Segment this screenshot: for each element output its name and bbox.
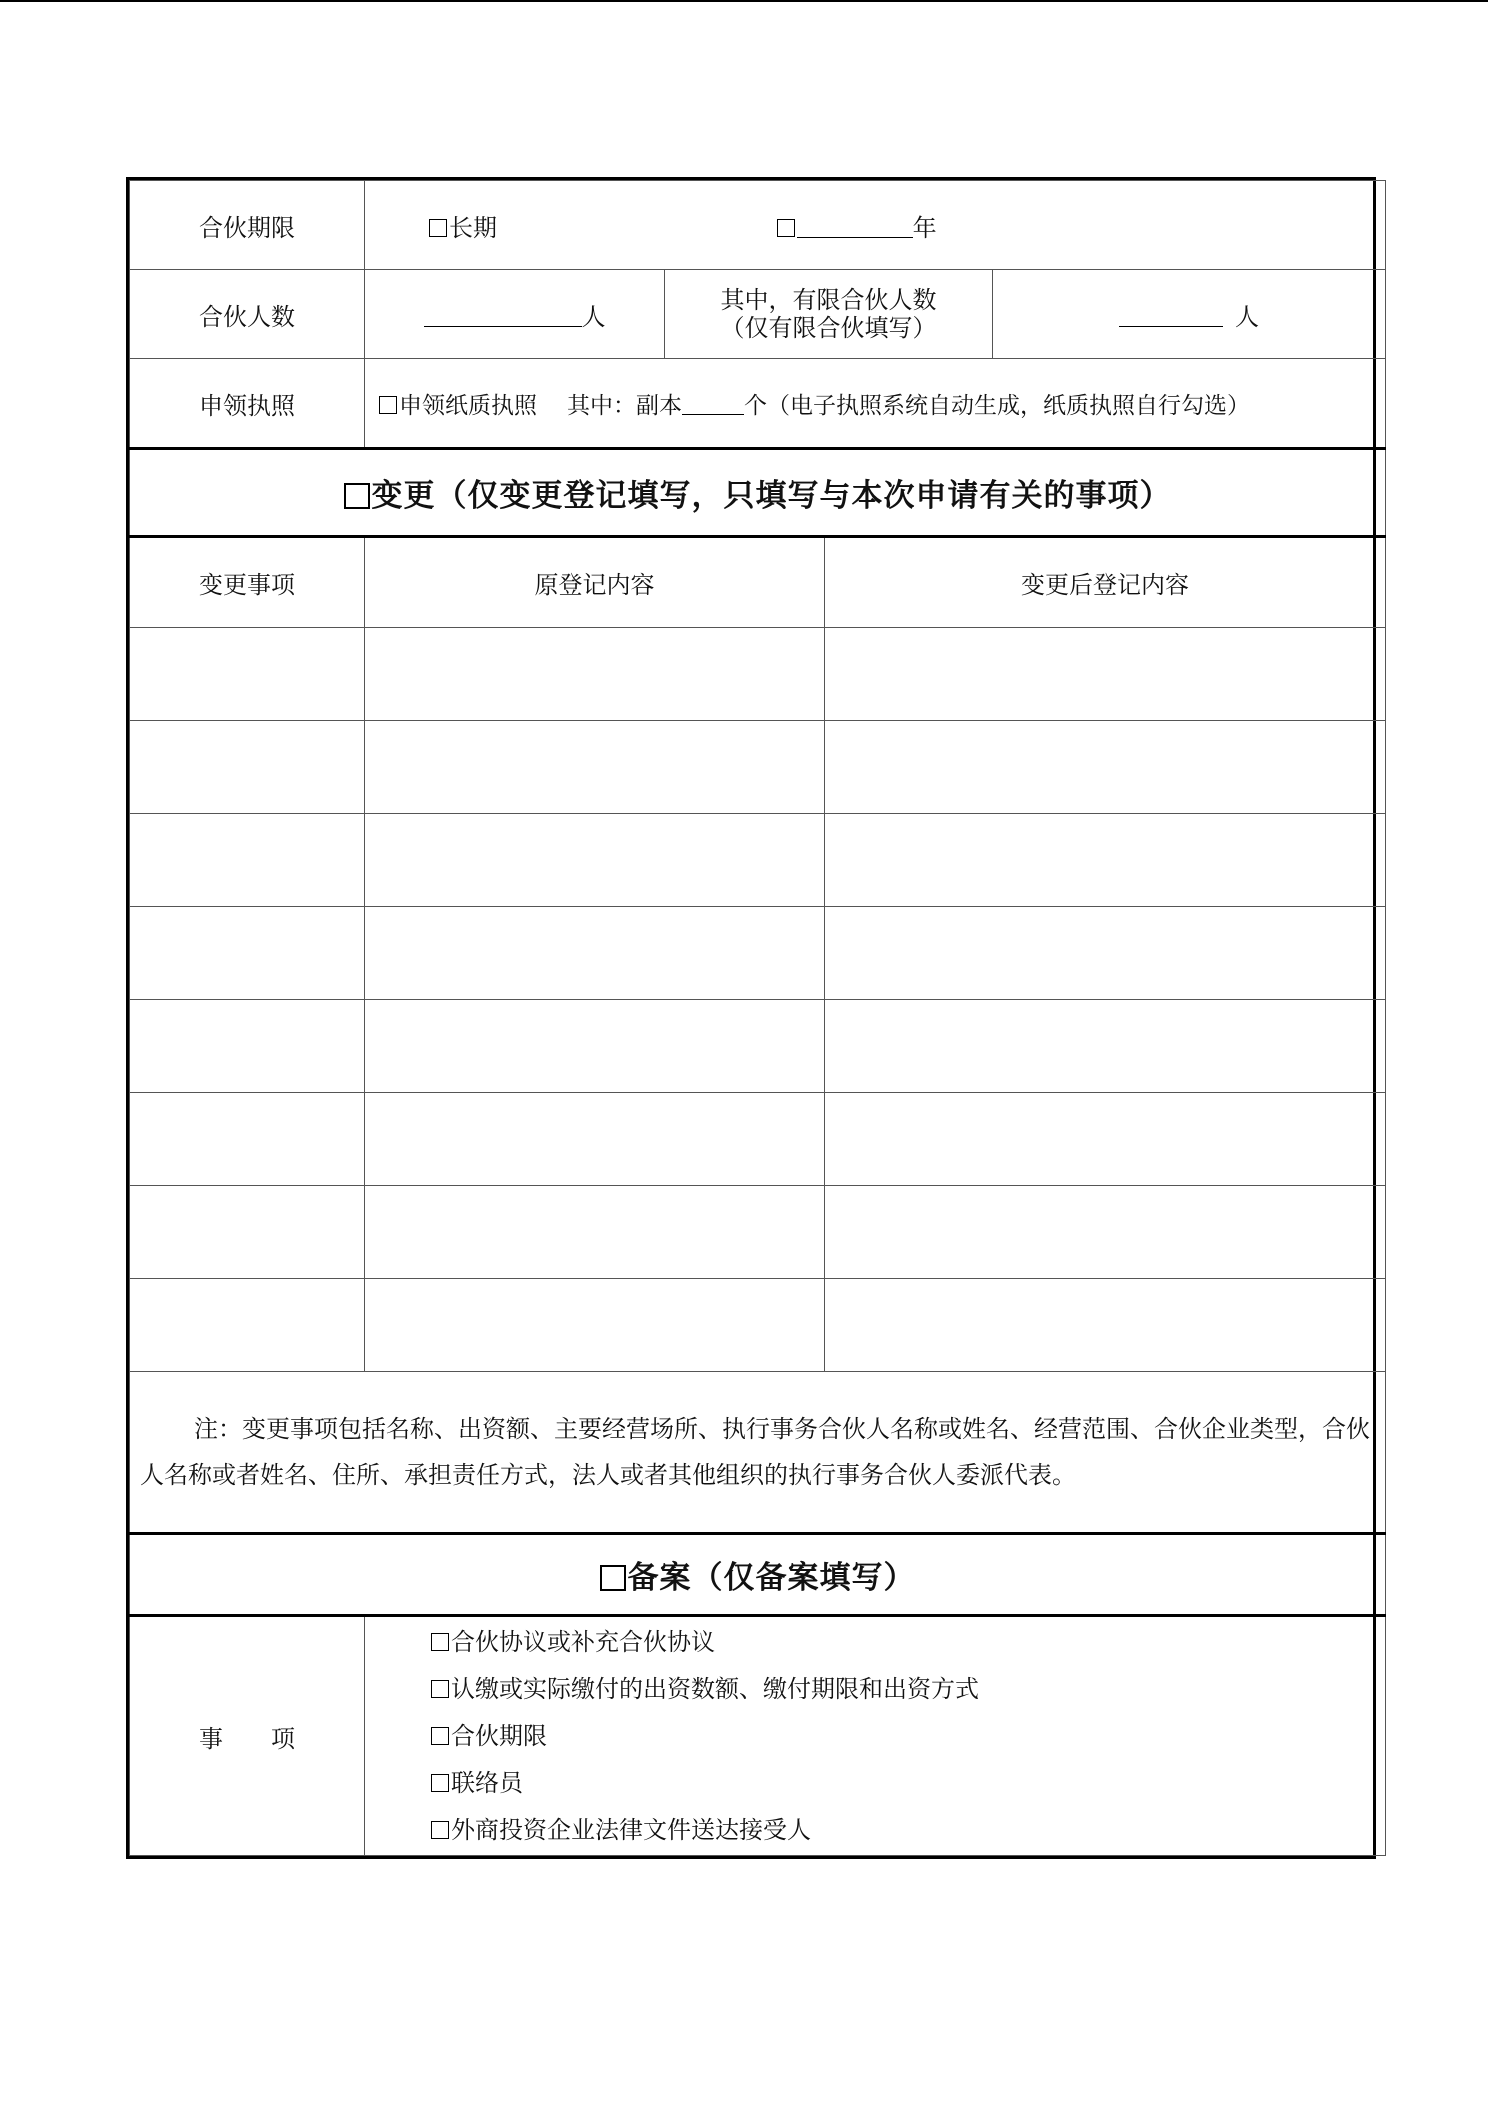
filing-item-label: 认缴或实际缴付的出资数额、缴付期限和出资方式 bbox=[451, 1674, 979, 1703]
new-content-cell[interactable] bbox=[825, 1000, 1386, 1093]
original-content-cell[interactable] bbox=[365, 628, 825, 721]
change-item-cell[interactable] bbox=[130, 1279, 365, 1372]
list-item[interactable] bbox=[431, 1666, 1385, 1713]
term-label: 合伙期限 bbox=[130, 181, 365, 270]
original-content-cell[interactable] bbox=[365, 1000, 825, 1093]
change-item-cell[interactable] bbox=[130, 907, 365, 1000]
filing-checkbox[interactable] bbox=[600, 1565, 626, 1591]
filing-item-label: 联络员 bbox=[451, 1768, 523, 1797]
partners-count-cell bbox=[365, 270, 665, 359]
filing-item-label: 合伙期限 bbox=[451, 1721, 547, 1750]
filing-items-row bbox=[130, 1616, 1386, 1856]
change-section-title: 变更（仅变更登记填写，只填写与本次申请有关的事项） bbox=[371, 478, 1172, 514]
change-section-header bbox=[130, 449, 1386, 537]
filing-section-title-cell bbox=[130, 1534, 1386, 1616]
new-content-cell[interactable] bbox=[825, 1186, 1386, 1279]
filing-section-header bbox=[130, 1534, 1386, 1616]
new-content-cell[interactable] bbox=[825, 907, 1386, 1000]
original-content-cell[interactable] bbox=[365, 1093, 825, 1186]
registration-form bbox=[126, 177, 1376, 1859]
limited-partners-count-cell bbox=[993, 270, 1386, 359]
license-label: 申领执照 bbox=[130, 359, 365, 449]
table-row bbox=[130, 1279, 1386, 1372]
filing-item-checkbox[interactable] bbox=[431, 1774, 449, 1792]
change-item-cell[interactable] bbox=[130, 721, 365, 814]
change-item-cell[interactable] bbox=[130, 1093, 365, 1186]
change-col-original: 原登记内容 bbox=[365, 537, 825, 628]
change-item-cell[interactable] bbox=[130, 1000, 365, 1093]
filing-item-label: 外商投资企业法律文件送达接受人 bbox=[451, 1815, 811, 1844]
license-options bbox=[365, 359, 1386, 449]
license-row bbox=[130, 359, 1386, 449]
limited-partners-label-cell bbox=[665, 270, 993, 359]
copies-blank[interactable] bbox=[682, 392, 744, 415]
long-term-label: 长期 bbox=[449, 213, 497, 242]
table-row bbox=[130, 628, 1386, 721]
new-content-cell[interactable] bbox=[825, 721, 1386, 814]
change-checkbox[interactable] bbox=[344, 483, 370, 509]
limited-partners-label-line2: （仅有限合伙填写） bbox=[720, 314, 937, 342]
partners-row bbox=[130, 270, 1386, 359]
paper-license-label: 申领纸质执照 bbox=[399, 392, 537, 419]
change-note-cell bbox=[130, 1372, 1386, 1534]
limited-partners-unit: 人 bbox=[1235, 302, 1259, 331]
limited-partners-label-line1: 其中，有限合伙人数 bbox=[720, 286, 937, 314]
page-top-border bbox=[0, 0, 1488, 2]
new-content-cell[interactable] bbox=[825, 1279, 1386, 1372]
years-blank[interactable] bbox=[797, 215, 913, 238]
form-table bbox=[129, 180, 1386, 1856]
original-content-cell[interactable] bbox=[365, 1279, 825, 1372]
filing-item-checkbox[interactable] bbox=[431, 1727, 449, 1745]
term-options bbox=[365, 181, 1386, 270]
change-section-title-cell bbox=[130, 449, 1386, 537]
filing-item-label: 合伙协议或补充合伙协议 bbox=[451, 1627, 715, 1656]
change-col-new: 变更后登记内容 bbox=[825, 537, 1386, 628]
change-column-headers bbox=[130, 537, 1386, 628]
change-item-cell[interactable] bbox=[130, 1186, 365, 1279]
filing-items-label: 事 项 bbox=[130, 1616, 365, 1856]
long-term-checkbox[interactable] bbox=[429, 219, 447, 237]
filing-item-checkbox[interactable] bbox=[431, 1680, 449, 1698]
filing-items-list bbox=[365, 1616, 1386, 1856]
copies-prefix: 其中：副本 bbox=[567, 392, 682, 419]
new-content-cell[interactable] bbox=[825, 628, 1386, 721]
fixed-term-checkbox[interactable] bbox=[777, 219, 795, 237]
partners-count-blank[interactable] bbox=[424, 304, 582, 327]
new-content-cell[interactable] bbox=[825, 1093, 1386, 1186]
change-col-item: 变更事项 bbox=[130, 537, 365, 628]
table-row bbox=[130, 1000, 1386, 1093]
paper-license-checkbox[interactable] bbox=[379, 396, 397, 414]
change-note: 注：变更事项包括名称、出资额、主要经营场所、执行事务合伙人名称或姓名、经营范围、合伙企业类型，合伙人名称或者姓名、住所、承担责任方式，法人或者其他组织的执行事务合伙人委派代表。 bbox=[140, 1415, 1370, 1489]
table-row bbox=[130, 907, 1386, 1000]
original-content-cell[interactable] bbox=[365, 721, 825, 814]
original-content-cell[interactable] bbox=[365, 1186, 825, 1279]
original-content-cell[interactable] bbox=[365, 814, 825, 907]
table-row bbox=[130, 1093, 1386, 1186]
table-row bbox=[130, 1186, 1386, 1279]
filing-item-checkbox[interactable] bbox=[431, 1633, 449, 1651]
change-note-row bbox=[130, 1372, 1386, 1534]
table-row bbox=[130, 721, 1386, 814]
table-row bbox=[130, 814, 1386, 907]
partners-label: 合伙人数 bbox=[130, 270, 365, 359]
filing-section-title: 备案（仅备案填写） bbox=[627, 1560, 916, 1596]
change-item-cell[interactable] bbox=[130, 628, 365, 721]
list-item[interactable] bbox=[431, 1713, 1385, 1760]
list-item[interactable] bbox=[431, 1760, 1385, 1807]
change-item-cell[interactable] bbox=[130, 814, 365, 907]
list-item[interactable] bbox=[431, 1807, 1385, 1854]
partners-unit: 人 bbox=[581, 302, 606, 331]
list-item[interactable] bbox=[431, 1619, 1385, 1666]
new-content-cell[interactable] bbox=[825, 814, 1386, 907]
term-row bbox=[130, 181, 1386, 270]
year-unit: 年 bbox=[912, 213, 937, 242]
copies-suffix: 个（电子执照系统自动生成，纸质执照自行勾选） bbox=[744, 392, 1250, 419]
filing-item-checkbox[interactable] bbox=[431, 1821, 449, 1839]
limited-partners-count-blank[interactable] bbox=[1119, 304, 1223, 327]
original-content-cell[interactable] bbox=[365, 907, 825, 1000]
